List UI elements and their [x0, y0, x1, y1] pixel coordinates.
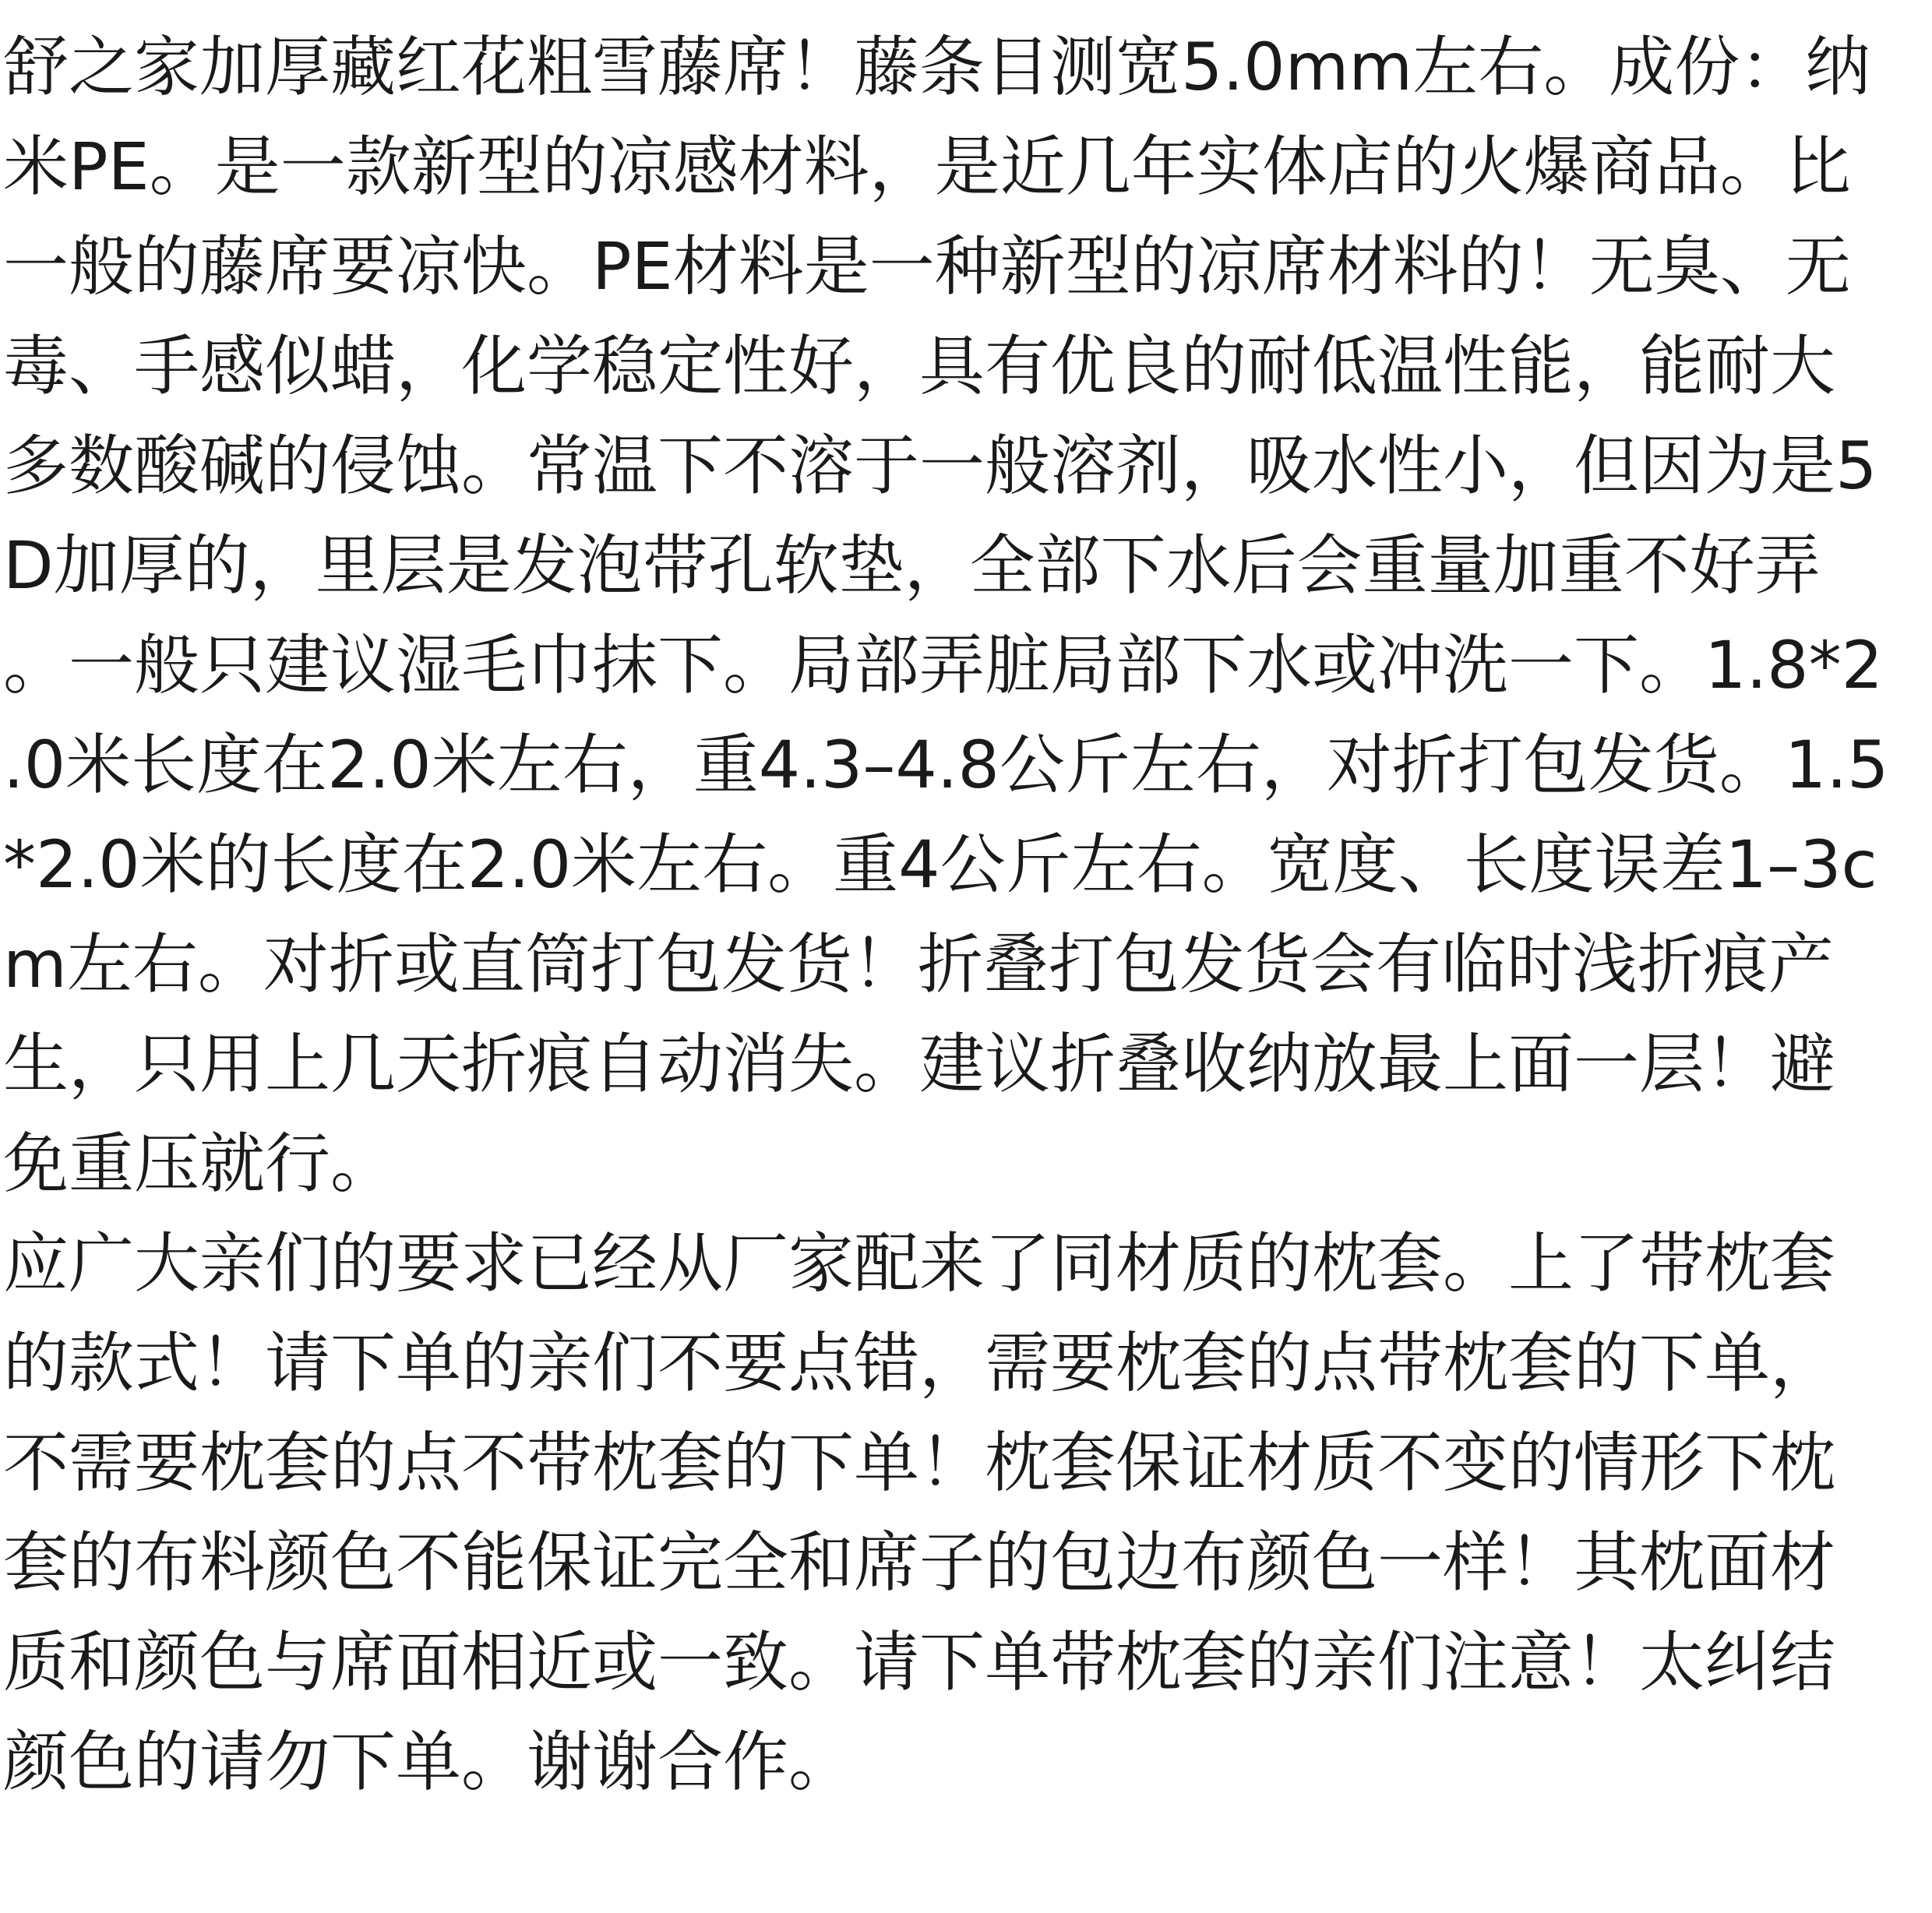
text-line: 应广大亲们的要求已经从厂家配来了同材质的枕套。上了带枕套 — [3, 1225, 1836, 1302]
text-line: 颜色的请勿下单。谢谢合作。 — [3, 1724, 855, 1800]
text-line: m左右。对折或直筒打包发货！折叠打包发货会有临时浅折痕产 — [3, 926, 1834, 1002]
text-line: 毒、手感似蜡，化学稳定性好，具有优良的耐低温性能，能耐大 — [3, 328, 1836, 404]
text-line: 。一般只建议湿毛巾抹下。局部弄脏局部下水或冲洗一下。1.8*2 — [3, 627, 1884, 703]
text-line: 米PE。是一款新型的凉感材料，是近几年实体店的火爆商品。比 — [3, 129, 1851, 205]
text-line: .0米长度在2.0米左右，重4.3–4.8公斤左右，对折打包发货。1.5 — [3, 727, 1889, 803]
text-line: 免重压就行。 — [3, 1126, 397, 1202]
product-description-text — [3, 17, 1927, 1812]
text-line: D加厚的，里层是发泡带孔软垫，全部下水后会重量加重不好弄 — [3, 527, 1821, 604]
text-line: 舒之家加厚藏红花粗雪藤席！藤条目测宽5.0mm左右。成份：纳 — [3, 29, 1871, 105]
text-line: 生，只用上几天折痕自动消失。建议折叠收纳放最上面一层！避 — [3, 1026, 1836, 1102]
text-line: 一般的藤席要凉快。PE材料是一种新型的凉席材料的！无臭、无 — [3, 228, 1851, 305]
text-line: 质和颜色与席面相近或一致。请下单带枕套的亲们注意！太纠结 — [3, 1624, 1836, 1700]
text-line: *2.0米的长度在2.0米左右。重4公斤左右。宽度、长度误差1–3c — [3, 826, 1877, 903]
text-line: 套的布料颜色不能保证完全和席子的包边布颜色一样！其枕面材 — [3, 1524, 1836, 1601]
text-line: 多数酸碱的侵蚀。常温下不溶于一般溶剂，吸水性小，但因为是5 — [3, 428, 1877, 504]
text-line: 的款式！请下单的亲们不要点错，需要枕套的点带枕套的下单， — [3, 1325, 1836, 1401]
text-line: 不需要枕套的点不带枕套的下单！枕套保证材质不变的情形下枕 — [3, 1425, 1836, 1501]
